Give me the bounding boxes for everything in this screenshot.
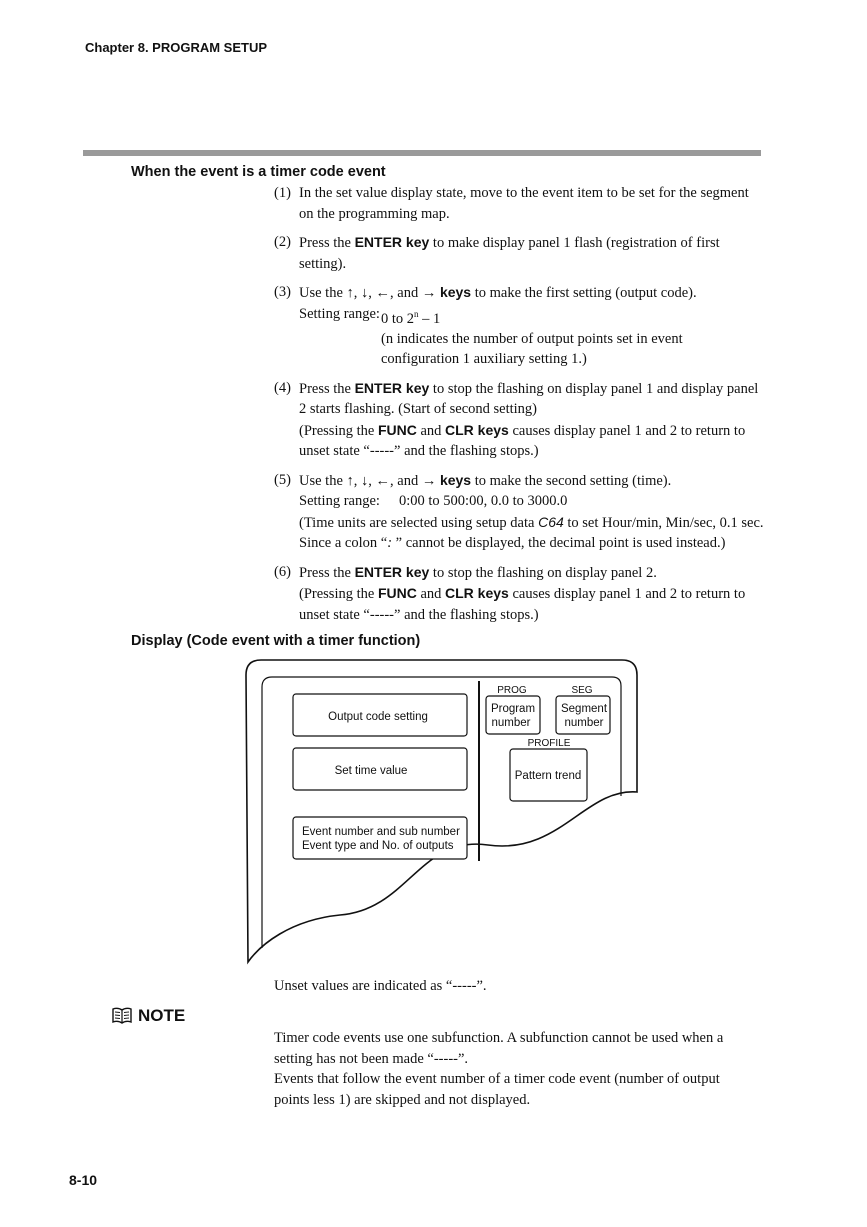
step-number: (2) bbox=[274, 234, 291, 250]
step-4: (4) Press the ENTER key to stop the flashing on display panel 1 and display panel 2 starts flashing. (Start of second setting) (Pressing the FUNC and CLR keys causes display panel 1 and 2 to return to unset state “-----” and the flashing stops.) bbox=[274, 379, 759, 460]
segment-number-line2: number bbox=[564, 717, 604, 729]
key-name: ENTER key bbox=[354, 379, 430, 396]
key-name: ENTER key bbox=[354, 563, 430, 580]
display-diagram bbox=[240, 655, 650, 970]
step-text-pre: Press the bbox=[299, 564, 355, 581]
program-number-line1: Program bbox=[490, 703, 536, 715]
step-number: (4) bbox=[274, 379, 291, 396]
chapter-header: Chapter 8. PROGRAM SETUP bbox=[85, 40, 268, 55]
key-name: ENTER key bbox=[354, 234, 430, 250]
key-name-func: FUNC bbox=[377, 421, 417, 438]
step-number: (3) bbox=[274, 284, 291, 300]
step-text-pre: Press the bbox=[299, 235, 355, 251]
seg-label: SEG bbox=[571, 685, 593, 696]
step-text-pre: Press the bbox=[299, 380, 355, 397]
program-number-line2: number bbox=[491, 717, 531, 729]
note-paragraph: Timer code events use one subfunction. A subfunction cannot be used when a setting has not been made “-----”. bbox=[274, 1030, 724, 1067]
unset-values-note: Unset values are indicated as “-----”. bbox=[274, 978, 487, 994]
event-info-line2: Event type and No. of outputs bbox=[302, 840, 454, 852]
note-title: NOTE bbox=[138, 1006, 186, 1025]
step-1 bbox=[274, 183, 764, 224]
step-number: (5) bbox=[274, 471, 291, 488]
key-name: keys bbox=[439, 471, 472, 488]
step-text-post: to make the first setting (output code). bbox=[471, 285, 697, 301]
step-3 bbox=[274, 282, 764, 370]
setting-range-value: 0 to 2$^n$ – 1 bbox=[381, 308, 441, 327]
pattern-trend-label: Pattern trend bbox=[514, 770, 582, 782]
setting-range-value: 0:00 to 500:00, 0.0 to 3000.0 bbox=[399, 493, 568, 510]
key-name-clr: CLR keys bbox=[445, 585, 509, 602]
step-text-post: to stop the flashing on display panel 1 and display panel 2 starts flashing. (Start of second setting) bbox=[299, 380, 759, 418]
page-number: 8-10 bbox=[69, 1172, 98, 1188]
note-paragraph: Events that follow the event number of a timer code event (number of output points less 1) are skipped and not displayed. bbox=[274, 1071, 720, 1108]
setup-code: C64 bbox=[538, 513, 564, 530]
segment-number-line1: Segment bbox=[560, 703, 608, 715]
note-body bbox=[274, 1028, 754, 1110]
step-list bbox=[274, 183, 764, 633]
step-2 bbox=[274, 232, 764, 274]
set-time-label: Set time value bbox=[334, 765, 408, 777]
step-number: (6) bbox=[274, 563, 291, 580]
step-text-post: to make display panel 1 flash (registration of first setting). bbox=[299, 235, 720, 272]
setting-range-note: (n indicates the number of output points set in event configuration 1 auxiliary setting 1.) bbox=[381, 330, 683, 368]
step-number: (1) bbox=[274, 185, 291, 201]
step-text-pre: Use the ↑, ↓, ←, and → bbox=[299, 472, 440, 489]
step-text-pre: Use the ↑, ↓, ←, and → bbox=[299, 285, 440, 301]
key-name: keys bbox=[439, 284, 472, 300]
setting-range-label: Setting range: bbox=[299, 305, 380, 322]
prog-label: PROG bbox=[497, 685, 527, 696]
setting-range-label: Setting range: bbox=[299, 493, 380, 510]
section-title-timer-code-event: When the event is a timer code event bbox=[131, 164, 386, 180]
event-info-box bbox=[293, 817, 467, 859]
section-title-display: Display (Code event with a timer function) bbox=[131, 633, 421, 649]
event-info-line1: Event number and sub number bbox=[302, 826, 460, 838]
key-name-clr: CLR keys bbox=[445, 421, 509, 438]
section-divider bbox=[83, 150, 761, 156]
step-6: (6) Press the ENTER key to stop the flashing on display panel 2. (Pressing the FUNC and CLR keys causes display panel 1 and 2 to return to unset state “-----” and the flashing stops.) bbox=[274, 563, 746, 623]
book-icon bbox=[112, 1007, 132, 1025]
step-text-post: to stop the flashing on display panel 2. bbox=[429, 564, 657, 581]
step-text-post: to make the second setting (time). bbox=[471, 472, 672, 489]
output-code-label: Output code setting bbox=[328, 711, 428, 723]
step-text: In the set value display state, move to the event item to be set for the segment on the programming map. bbox=[299, 185, 749, 222]
step-5: (5) Use the ↑, ↓, ←, and → keys to make the second setting (time). Setting range: 0:00 to 500:00, 0.0 to 3000.0 (Time units are selected using setup data C64 to set Hour/min, Min/sec, 0.1 sec. Since a colon “: ” cannot be displayed, the decimal point is used instead.) bbox=[274, 471, 764, 552]
profile-label: PROFILE bbox=[527, 738, 571, 749]
note-heading bbox=[112, 1006, 185, 1026]
key-name-func: FUNC bbox=[377, 585, 417, 602]
